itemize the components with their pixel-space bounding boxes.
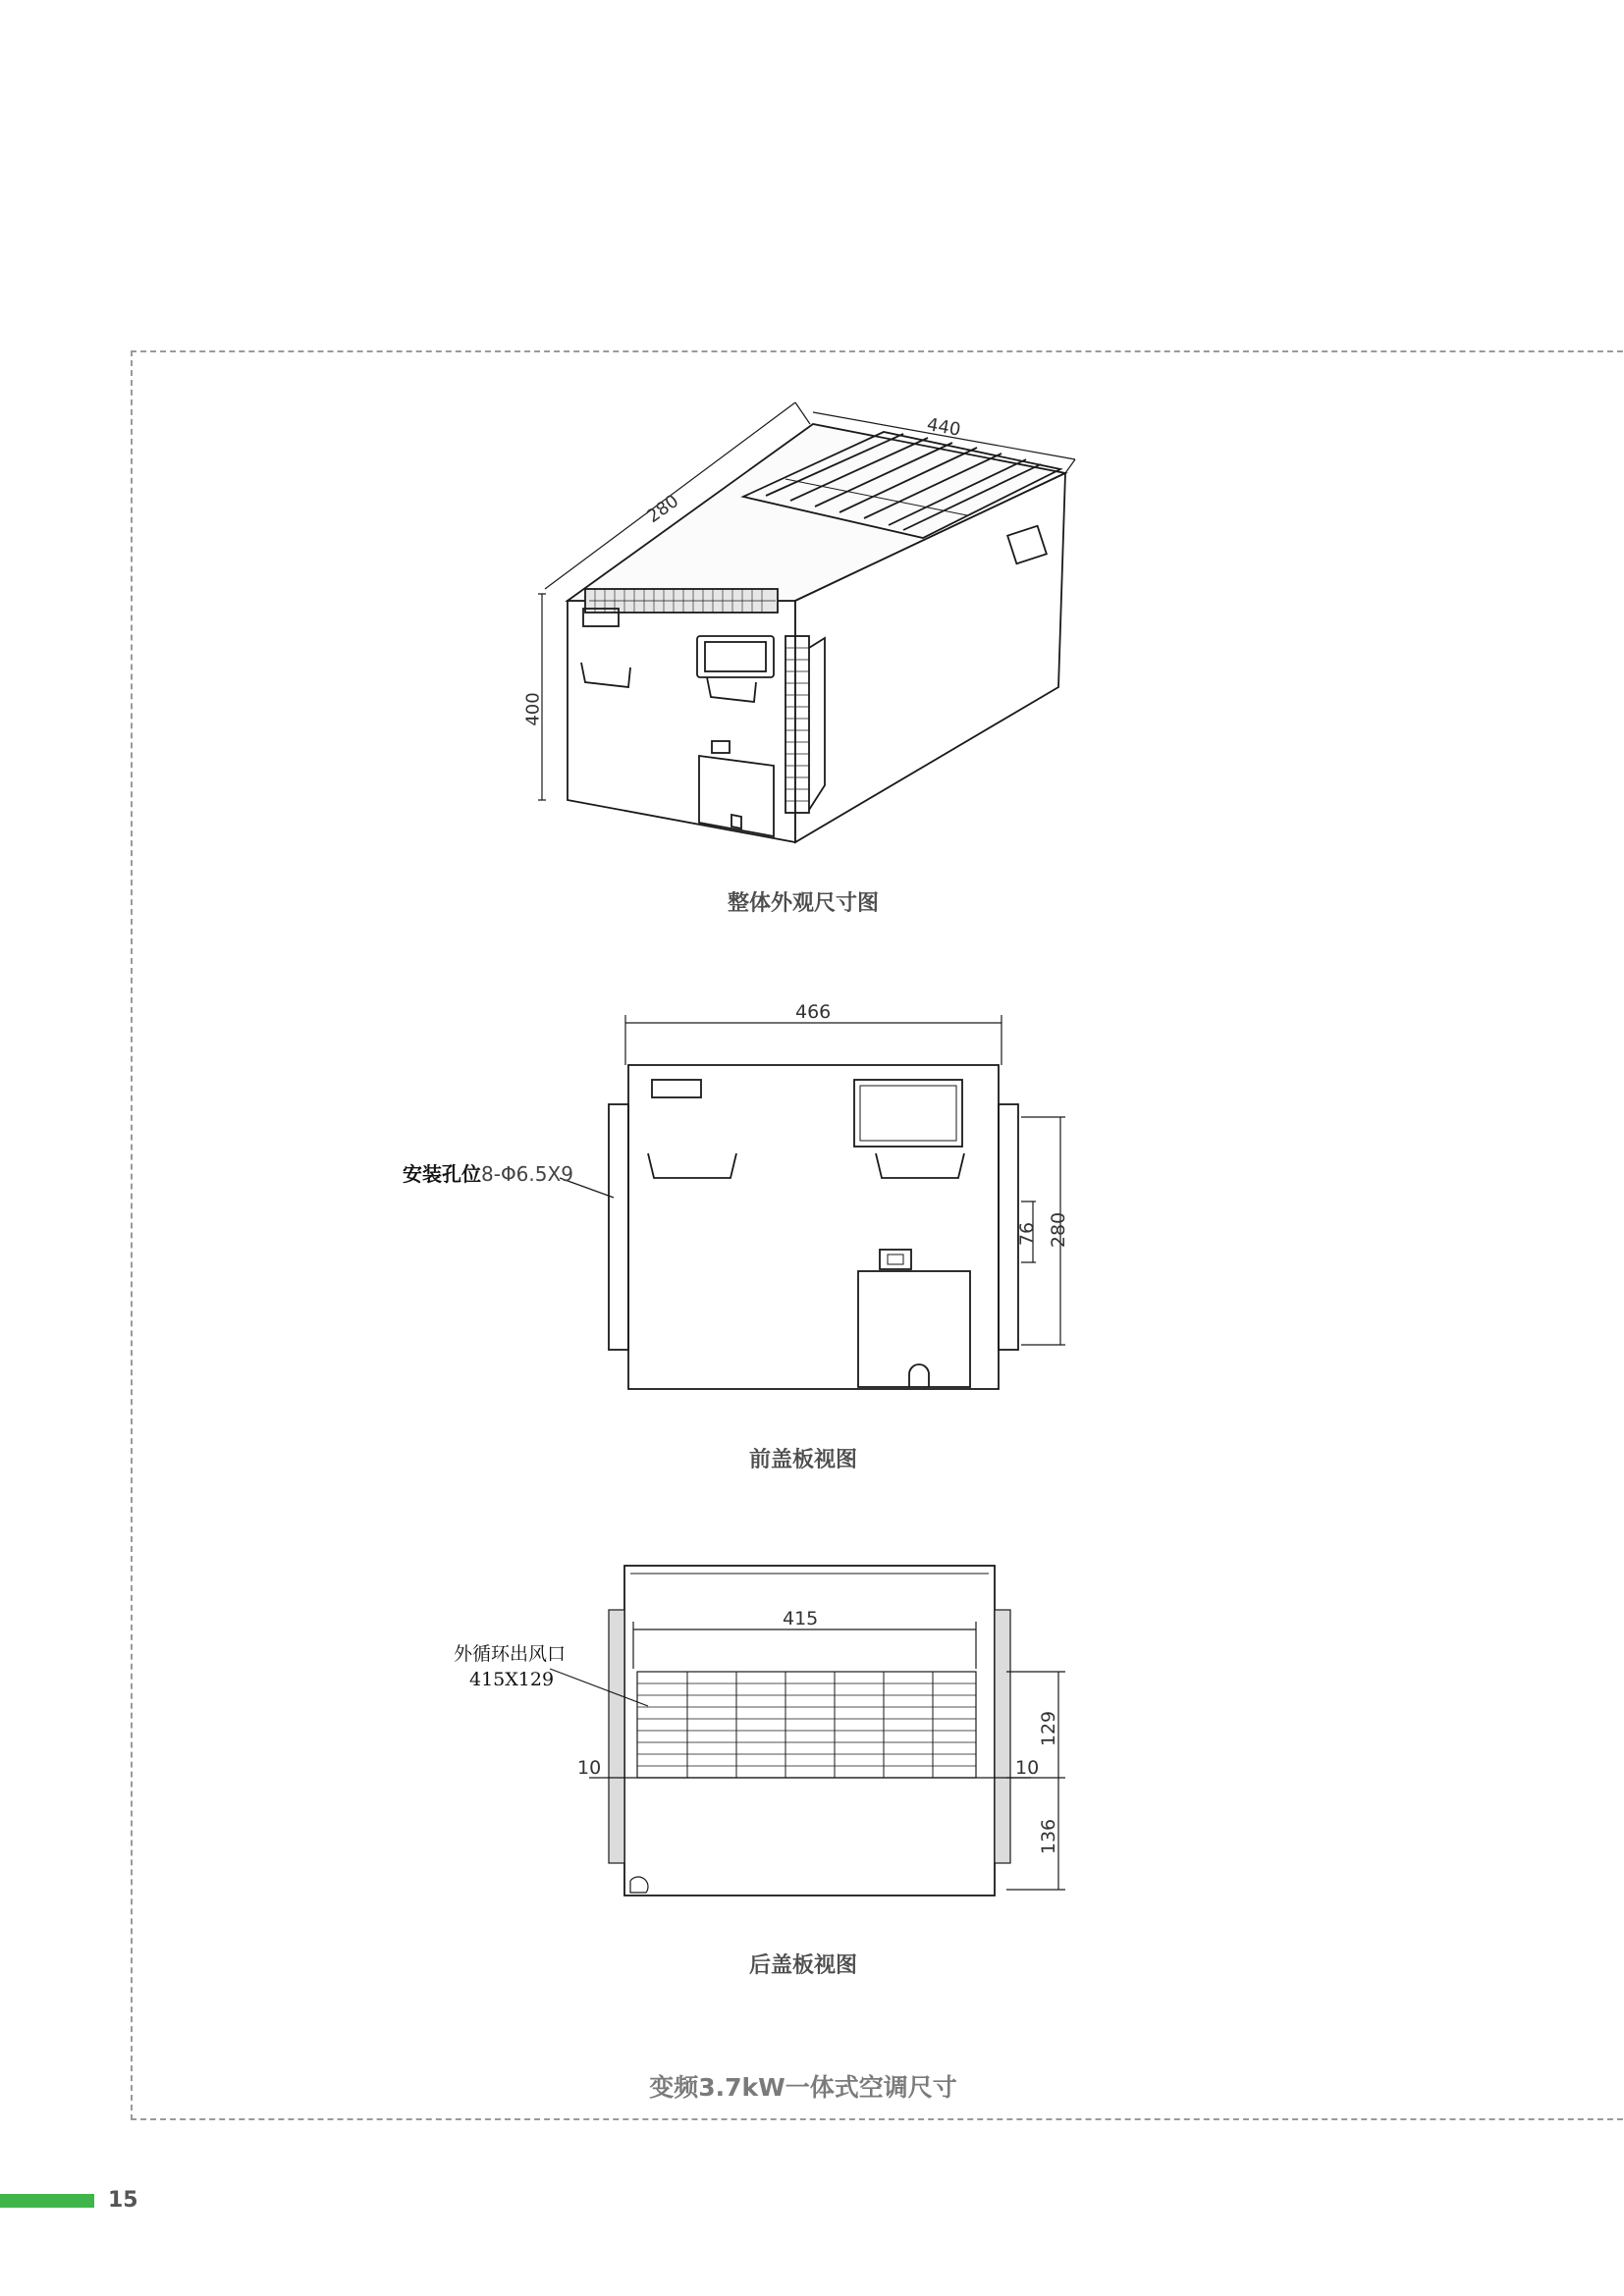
- front-dim-hole-span: 280: [1048, 1211, 1070, 1249]
- rear-dim-margin-left: 10: [577, 1757, 602, 1779]
- rear-caption: 后盖板视图: [748, 1953, 858, 1978]
- main-title: 变频3.7kW一体式空调尺寸: [649, 2073, 957, 2102]
- rear-vent-callout: [454, 1641, 566, 1692]
- front-dim-hole-pitch: 76: [1016, 1221, 1039, 1247]
- page-accent-bar: [0, 2194, 94, 2208]
- rear-vent-label: 外循环出风口: [454, 1643, 567, 1665]
- front-hole-label: 安装孔位: [403, 1162, 481, 1186]
- page-number: 15: [108, 2188, 138, 2213]
- iso-dim-width: 440: [925, 414, 962, 441]
- front-dim-width: 466: [795, 1001, 832, 1023]
- rear-dim-lower: 136: [1038, 1818, 1060, 1855]
- iso-caption: 整体外观尺寸图: [727, 891, 880, 916]
- iso-dim-depth: 280: [643, 490, 683, 528]
- iso-dim-height: 400: [522, 692, 544, 726]
- front-hole-spec: 8-Φ6.5X9: [481, 1162, 573, 1186]
- front-caption: 前盖板视图: [748, 1448, 858, 1472]
- rear-dim-vent-height: 129: [1038, 1710, 1060, 1747]
- rear-vent-size: 415X129: [469, 1669, 555, 1690]
- rear-dim-width: 415: [783, 1608, 819, 1629]
- rear-dim-margin-right: 10: [1015, 1757, 1040, 1779]
- front-hole-callout: [403, 1158, 573, 1187]
